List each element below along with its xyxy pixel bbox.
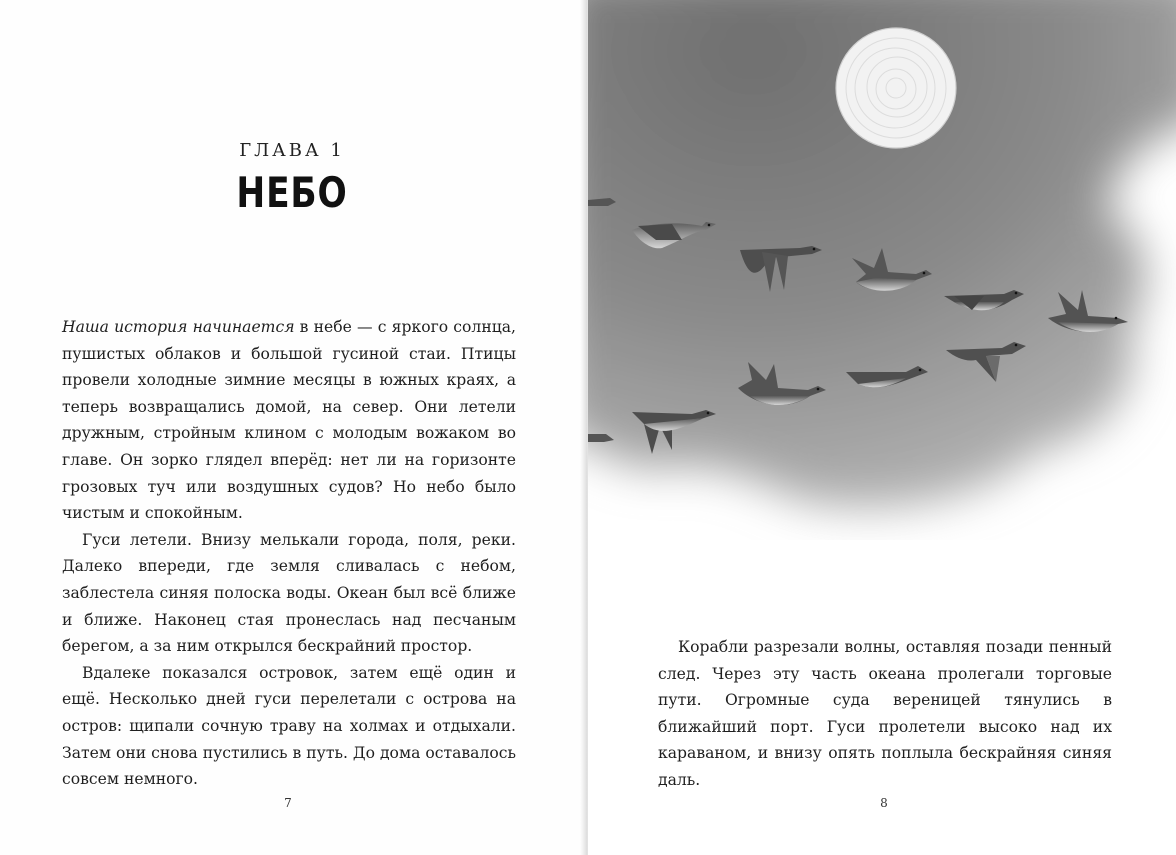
paragraph-4: Корабли разрезали волны, оставляя позади пенный след. Через эту часть океана пролегали торговые пути. Огромные суда вереницей тянулись в ближайший порт. Гуси пролетели высоко над их караваном, и внизу опять поплыла бескрайняя синяя даль. [658,638,1112,789]
page-number-right: 8 [880,796,888,810]
chapter-label: ГЛАВА 1 [239,140,345,161]
page-number-left: 7 [284,796,292,810]
left-page-text [62,314,516,793]
chapter-title: НЕБО [236,168,348,217]
paragraph-2: Гуси летели. Внизу мелькали города, поля, реки. Далеко впереди, где земля сливалась с небом, заблестела синяя полоска воды. Океан был всё ближе и ближе. Наконец стая пронеслась над песчаным берегом, а за ним открылся бескрайний простор. [62,530,516,656]
geese-sky-illustration [588,0,1176,540]
paragraph-3: Вдалеке показался островок, затем ещё один и ещё. Несколько дней гуси перелетали с острова на остров: щипали сочную траву на холмах и отдыхали. Затем они снова пустились в путь. До дома оставалось совсем немного. [62,663,516,789]
left-page [0,0,584,855]
paragraph-1-text: в небе — с яркого солнца, пушистых облаков и большой гусиной стаи. Птицы провели холодные зимние месяцы в южных краях, а теперь возвращались домой, на север. Они летели дружным, стройным клином с молодым вожаком во главе. Он зорко глядел вперёд: нет ли на горизонте грозовых туч или воздушных судов? Но небо было чистым и спокойным. [62,318,516,523]
right-page-text [658,634,1112,794]
sun-icon [836,28,956,148]
paragraph-1 [62,314,516,527]
italic-lead: Наша история начинается [62,318,295,336]
